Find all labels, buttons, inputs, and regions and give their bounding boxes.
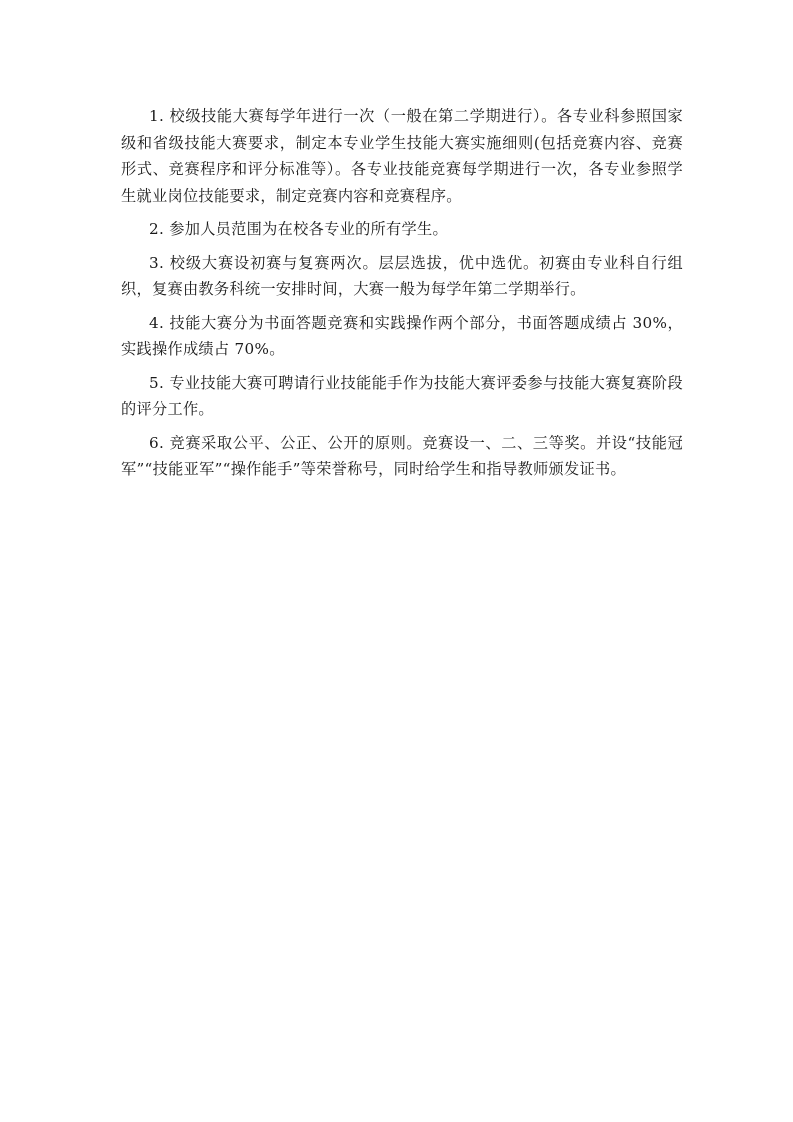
document-body bbox=[121, 103, 683, 490]
rule-paragraph-4: 4. 技能大赛分为书面答题竞赛和实践操作两个部分，书面答题成绩占 30%，实践操作成绩占 70%。 bbox=[121, 313, 683, 358]
rule-paragraph-3: 3. 校级大赛设初赛与复赛两次。层层选拔，优中选优。初赛由专业科自行组织，复赛由教务科统一安排时间，大赛一般为每学年第二学期举行。 bbox=[121, 253, 683, 298]
rule-paragraph-2: 2. 参加人员范围为在校各专业的所有学生。 bbox=[149, 220, 448, 238]
rule-paragraph-6: 6. 竞赛采取公平、公正、公开的原则。竞赛设一、二、三等奖。并设“技能冠军”“技能亚军”“操作能手”等荣誉称号，同时给学生和指导教师颁发证书。 bbox=[121, 433, 683, 478]
rule-paragraph-1: 1. 校级技能大赛每学年进行一次（一般在第二学期进行）。各专业科参照国家级和省级技能大赛要求，制定本专业学生技能大赛实施细则(包括竞赛内容、竞赛形式、竞赛程序和评分标准等）。各专业技能竞赛每学期进行一次，各专业参照学生就业岗位技能要求，制定竞赛内容和竞赛程序。 bbox=[121, 107, 683, 205]
rule-paragraph-5: 5. 专业技能大赛可聘请行业技能能手作为技能大赛评委参与技能大赛复赛阶段的评分工作。 bbox=[121, 373, 683, 418]
